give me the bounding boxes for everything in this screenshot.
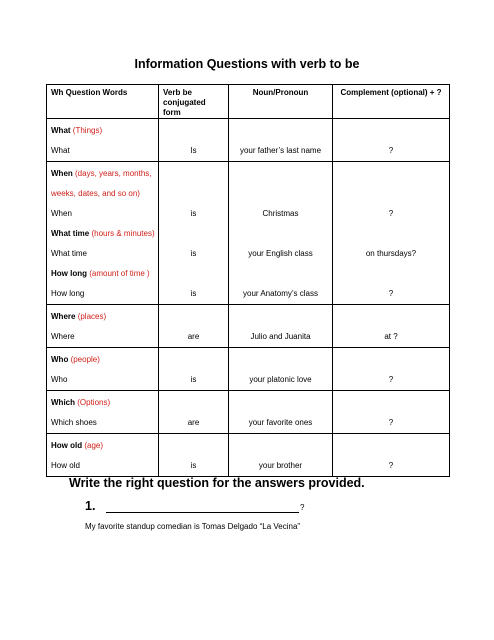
cell-comp-text: ? [388, 209, 394, 218]
cell-noun [229, 119, 333, 162]
exercise-question-mark: ? [300, 503, 305, 512]
header-noun-pronoun: Noun/Pronoun [229, 85, 333, 119]
cell-noun [229, 348, 333, 391]
wh-word: How long [51, 289, 85, 298]
cell-noun-text [233, 224, 328, 244]
header-verb-be: Verb be conjugated form [159, 85, 229, 119]
example-wh-word [51, 204, 154, 224]
cell-noun-text [233, 164, 328, 184]
category-hint: (Options) [77, 398, 111, 407]
category-label [51, 436, 154, 456]
cell-comp-text [337, 121, 445, 141]
table-header-row [47, 85, 450, 119]
cell-noun [229, 434, 333, 477]
example-wh-word [51, 370, 154, 390]
header-wh-words: Wh Question Words [47, 85, 159, 119]
category-hint: (places) [77, 312, 107, 321]
exercise-number: 1. [85, 499, 96, 513]
exercise-answer-text: My favorite standup comedian is Tomas Delgado “La Vecina” [85, 522, 301, 531]
cell-comp-text: ? [388, 146, 394, 155]
table-group-row [47, 162, 450, 305]
cell-comp-text [337, 307, 445, 327]
cell-noun-text [233, 350, 328, 370]
cell-verb-text [163, 184, 224, 204]
wh-word: What [51, 146, 70, 155]
table-group-row [47, 434, 450, 477]
cell-comp-text: at ? [384, 332, 398, 341]
cell-noun-text [233, 121, 328, 141]
cell-noun-text: Julio and Juanita [250, 332, 311, 341]
category-label [51, 264, 154, 284]
cell-verb-text: is [190, 249, 197, 258]
cell-verb-text: are [187, 418, 200, 427]
wh-word: Which [51, 398, 75, 407]
cell-wh [47, 348, 159, 391]
cell-wh [47, 434, 159, 477]
cell-comp [333, 348, 450, 391]
wh-word: When [51, 209, 72, 218]
cell-noun-text [233, 393, 328, 413]
category-label [51, 184, 154, 204]
cell-comp-text [337, 184, 445, 204]
cell-comp-text [337, 350, 445, 370]
example-wh-word [51, 413, 154, 433]
cell-verb [159, 162, 229, 305]
cell-verb-text [163, 393, 224, 413]
cell-verb-text [163, 264, 224, 284]
cell-comp [333, 391, 450, 434]
category-label [51, 164, 154, 184]
cell-comp-text: ? [388, 289, 394, 298]
cell-noun [229, 162, 333, 305]
cell-noun-text [233, 436, 328, 456]
category-hint: (Things) [72, 126, 103, 135]
example-wh-word [51, 327, 154, 347]
wh-questions-table [46, 84, 450, 477]
category-hint: weeks, dates, and so on) [51, 189, 140, 198]
wh-word: Where [51, 312, 76, 321]
cell-verb-text [163, 164, 224, 184]
cell-verb-text: is [190, 375, 197, 384]
cell-verb-text: Is [190, 146, 197, 155]
cell-verb-text [163, 121, 224, 141]
cell-comp [333, 162, 450, 305]
answer-blank-line[interactable] [106, 512, 299, 513]
cell-verb [159, 119, 229, 162]
category-label [51, 121, 154, 141]
category-hint: (age) [84, 441, 104, 450]
cell-comp-text [337, 224, 445, 244]
cell-verb [159, 434, 229, 477]
example-wh-word [51, 456, 154, 476]
wh-word: Who [51, 375, 68, 384]
category-hint: (hours & minutes) [91, 229, 155, 238]
example-wh-word [51, 141, 154, 161]
category-hint: (amount of time ) [89, 269, 150, 278]
cell-verb-text: is [190, 209, 197, 218]
cell-verb-text [163, 436, 224, 456]
cell-comp [333, 434, 450, 477]
cell-noun-text [233, 307, 328, 327]
cell-noun-text: your English class [248, 249, 313, 258]
header-complement: Complement (optional) + ? [333, 85, 450, 119]
cell-verb [159, 305, 229, 348]
cell-comp-text: ? [388, 418, 394, 427]
category-label [51, 350, 154, 370]
cell-noun [229, 305, 333, 348]
cell-noun-text: your favorite ones [248, 418, 313, 427]
cell-comp-text [337, 393, 445, 413]
cell-wh [47, 305, 159, 348]
table-group-row [47, 305, 450, 348]
cell-noun-text [233, 184, 328, 204]
cell-comp-text [337, 164, 445, 184]
example-wh-word [51, 244, 154, 264]
cell-verb [159, 348, 229, 391]
cell-noun-text [233, 264, 328, 284]
wh-word: Who [51, 355, 69, 364]
wh-word: What [51, 126, 71, 135]
cell-verb-text [163, 307, 224, 327]
wh-word: When [51, 169, 73, 178]
category-label [51, 393, 154, 413]
cell-verb-text: is [190, 289, 197, 298]
cell-noun-text: Christmas [262, 209, 299, 218]
cell-noun-text: your father’s last name [239, 146, 322, 155]
cell-verb-text: are [187, 332, 200, 341]
wh-word: What time [51, 249, 88, 258]
cell-noun-text: your Anatomy’s class [243, 289, 318, 298]
table-group-row [47, 391, 450, 434]
table-group-row [47, 119, 450, 162]
cell-comp-text [337, 436, 445, 456]
cell-verb-text [163, 350, 224, 370]
cell-verb-text [163, 224, 224, 244]
cell-wh [47, 162, 159, 305]
wh-word: How old [51, 441, 83, 450]
table-group-row [47, 348, 450, 391]
cell-noun-text: your platonic love [249, 375, 312, 384]
cell-noun-text: your brother [258, 461, 303, 470]
cell-comp-text: ? [388, 461, 394, 470]
page-title: Information Questions with verb to be [134, 57, 360, 71]
cell-comp [333, 119, 450, 162]
wh-word: Which shoes [51, 418, 97, 427]
example-wh-word [51, 284, 154, 304]
wh-word: Where [51, 332, 75, 341]
cell-verb-text: is [190, 461, 197, 470]
cell-comp-text: on thursdays? [365, 249, 417, 258]
wh-word: How old [51, 461, 80, 470]
category-hint: (days, years, months, [75, 169, 152, 178]
cell-verb [159, 391, 229, 434]
wh-word: What time [51, 229, 90, 238]
cell-wh [47, 119, 159, 162]
cell-wh [47, 391, 159, 434]
category-hint: (people) [70, 355, 100, 364]
cell-comp-text [337, 264, 445, 284]
cell-comp-text: ? [388, 375, 394, 384]
category-label [51, 307, 154, 327]
wh-word: How long [51, 269, 87, 278]
cell-noun [229, 391, 333, 434]
exercise-title: Write the right question for the answers provided. [69, 476, 365, 490]
category-label [51, 224, 154, 244]
cell-comp [333, 305, 450, 348]
